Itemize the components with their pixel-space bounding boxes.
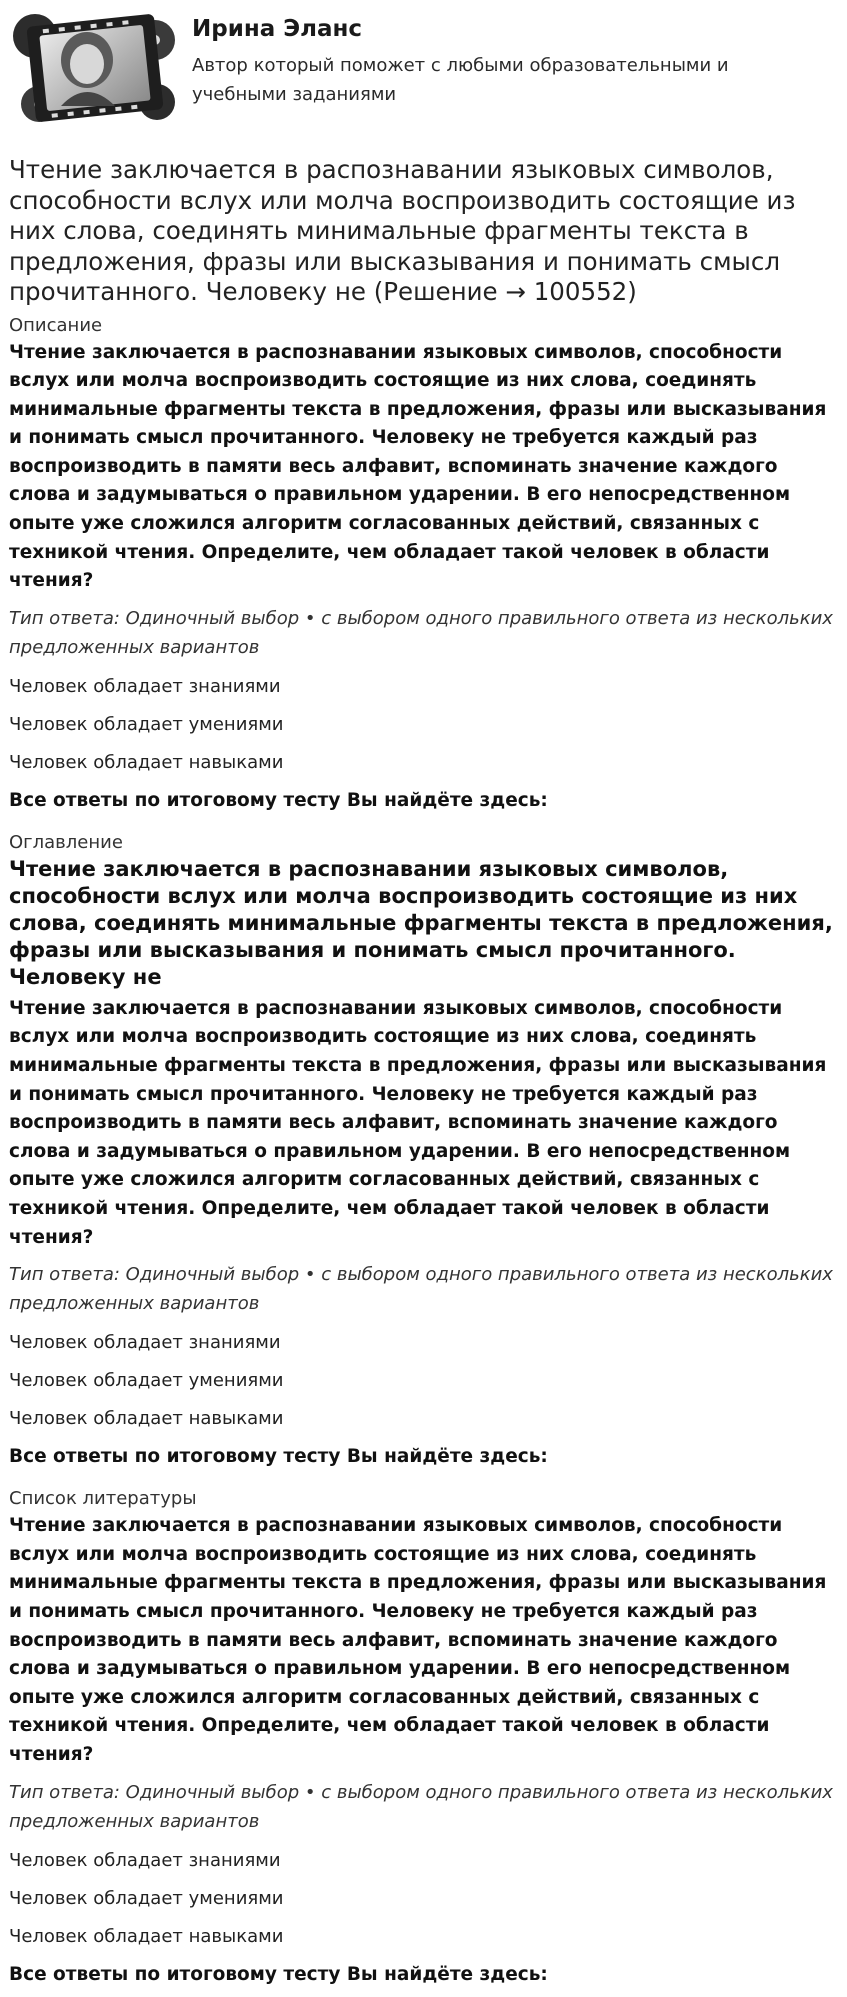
answer-option: Человек обладает умениями: [9, 713, 284, 735]
all-answers-note: Все ответы по итоговому тесту Вы найдёте здесь:: [9, 1963, 548, 1985]
all-answers-note: Все ответы по итоговому тесту Вы найдёте здесь:: [9, 1446, 548, 1468]
author-info: [177, 6, 729, 109]
answer-option: Человек обладает навыками: [9, 1925, 284, 1947]
author-description-line-1: Автор который поможет с любыми образовательными и: [192, 55, 729, 76]
author-description: [192, 51, 729, 109]
answer-option: Человек обладает навыками: [9, 751, 284, 773]
all-answers-note: Все ответы по итоговому тесту Вы найдёте здесь:: [9, 789, 548, 811]
section-label-toc: Оглавление: [9, 831, 123, 853]
author-name[interactable]: Ирина Эланс: [192, 16, 363, 42]
answer-option: Человек обладает знаниями: [9, 675, 281, 697]
question-text: Чтение заключается в распознавании языковых символов, способности вслух или молча воспроизводить состоящие из них слова, соединять минимальные фрагменты текста в предложения, фразы или высказывания и понимать смысл прочитанного. Человеку не требуется каждый раз воспроизводить в памяти весь алфавит, вспоминать значение каждого слова и задумываться о правильном ударении. В его непосредственном опыте уже сложился алгоритм согласованных действий, связанных с техникой чтения. Определите, чем обладает такой человек в области чтения?: [9, 341, 827, 592]
question-text: Чтение заключается в распознавании языковых символов, способности вслух или молча воспроизводить состоящие из них слова, соединять минимальные фрагменты текста в предложения, фразы или высказывания и понимать смысл прочитанного. Человеку не требуется каждый раз воспроизводить в памяти весь алфавит, вспоминать значение каждого слова и задумываться о правильном ударении. В его непосредственном опыте уже сложился алгоритм согласованных действий, связанных с техникой чтения. Определите, чем обладает такой человек в области чтения?: [9, 1515, 827, 1765]
author-description-line-2: учебными заданиями: [192, 84, 397, 105]
toc-heading: Чтение заключается в распознавании языковых символов, способности вслух или молча воспроизводить состоящие из них слова, соединять минимальные фрагменты текста в предложения, фразы или высказывания и понимать смысл прочитанного. Человеку не: [9, 856, 833, 989]
page-title: Чтение заключается в распознавании языковых символов, способности вслух или молча воспроизводить состоящие из них слова, соединять минимальные фрагменты текста в предложения, фразы или высказывания и понимать смысл прочитанного. Человеку не (Решение → 100552): [9, 155, 796, 306]
toc-section: [9, 830, 837, 1470]
section-label-bibliography: Список литературы: [9, 1488, 197, 1510]
answer-option: Человек обладает знаниями: [9, 1332, 281, 1354]
answer-type: Тип ответа: Одиночный выбор • с выбором одного правильного ответа из нескольких предложенных вариантов: [9, 607, 833, 658]
section-label-description: Описание: [9, 314, 103, 336]
answer-option: Человек обладает умениями: [9, 1887, 284, 1909]
description-section: [9, 313, 837, 814]
bibliography-section: [9, 1486, 837, 1987]
author-avatar-icon[interactable]: [9, 6, 177, 126]
author-card: [9, 0, 837, 134]
answer-option: Человек обладает навыками: [9, 1408, 284, 1430]
answer-option: Человек обладает умениями: [9, 1370, 284, 1392]
answer-type: Тип ответа: Одиночный выбор • с выбором одного правильного ответа из нескольких предложенных вариантов: [9, 1264, 833, 1315]
answer-option: Человек обладает знаниями: [9, 1849, 281, 1871]
question-text: Чтение заключается в распознавании языковых символов, способности вслух или молча воспроизводить состоящие из них слова, соединять минимальные фрагменты текста в предложения, фразы или высказывания и понимать смысл прочитанного. Человеку не требуется каждый раз воспроизводить в памяти весь алфавит, вспоминать значение каждого слова и задумываться о правильном ударении. В его непосредственном опыте уже сложился алгоритм согласованных действий, связанных с техникой чтения. Определите, чем обладает такой человек в области чтения?: [9, 997, 827, 1248]
answer-type: Тип ответа: Одиночный выбор • с выбором одного правильного ответа из нескольких предложенных вариантов: [9, 1781, 833, 1832]
